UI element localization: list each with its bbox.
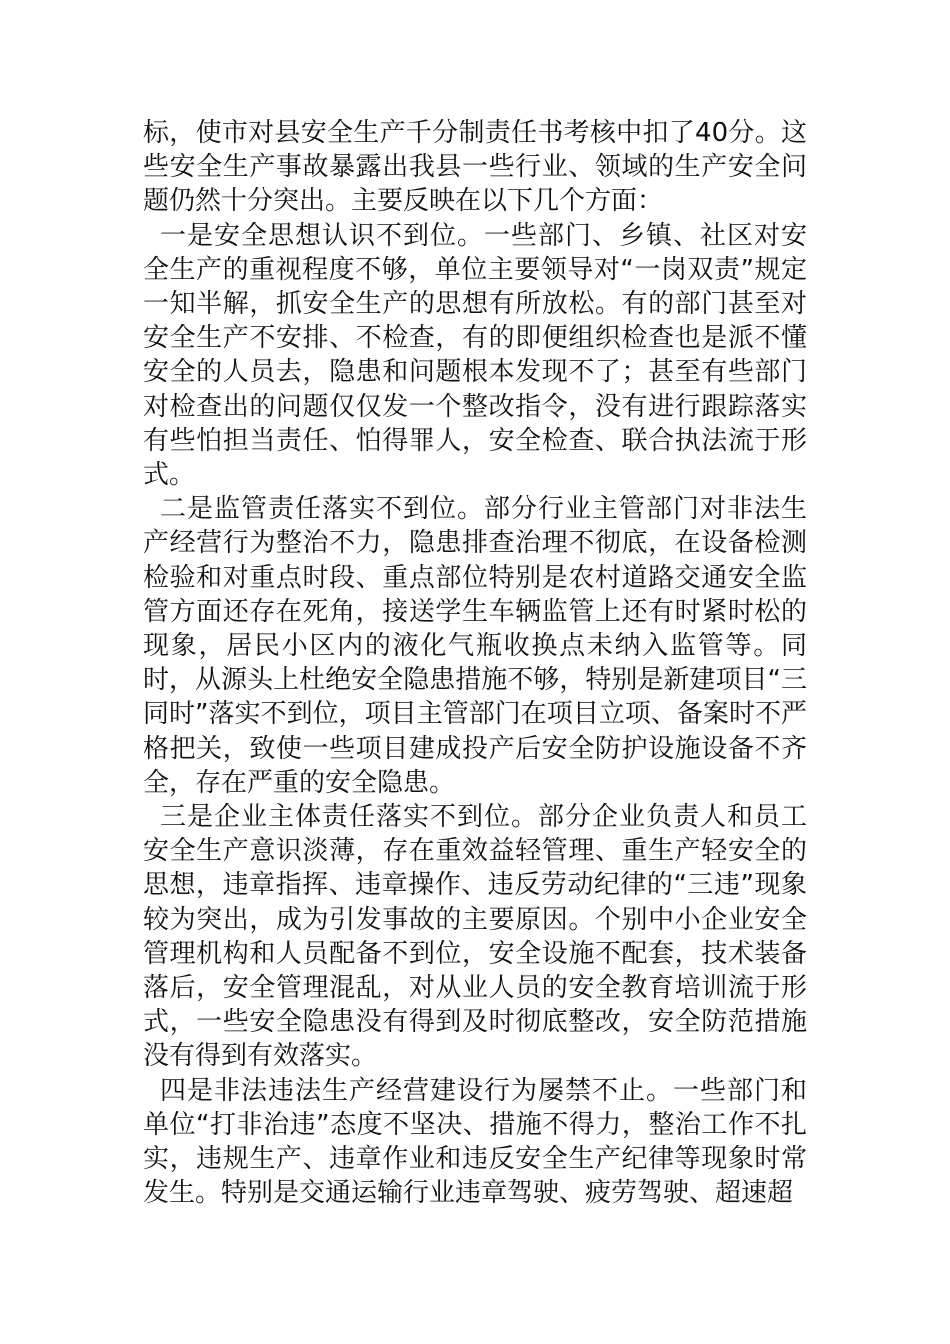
paragraph-point-three: 三是企业主体责任落实不到位。部分企业负责人和员工安全生产意识淡薄，存在重效益轻管理、重生产轻安全的思想，违章指挥、违章操作、违反劳动纪律的“三违”现象较为突出，成为引发事故的主要原因。个别中小企业安全管理机构和人员配备不到位，安全设施不配套，技术装备落后，安全管理混乱，对从业人员的安全教育培训流于形式，一些安全隐患没有得到及时彻底整改，安全防范措施没有得到有效落实。 (143, 802, 807, 1072)
body-text (143, 116, 807, 1211)
paragraph-point-two: 二是监管责任落实不到位。部分行业主管部门对非法生产经营行为整治不力，隐患排查治理不彻底，在设备检测检验和对重点时段、重点部位特别是农村道路交通安全监管方面还存在死角，接送学生车辆监管上还有时紧时松的现象，居民小区内的液化气瓶收换点未纳入监管等。同时，从源头上杜绝安全隐患措施不够，特别是新建项目“三同时”落实不到位，项目主管部门在项目立项、备案时不严格把关，致使一些项目建成投产后安全防护设施设备不齐全，存在严重的安全隐患。 (143, 494, 807, 798)
paragraph-continuation: 标，使市对县安全生产千分制责任书考核中扣了40分。这些安全生产事故暴露出我县一些行业、领域的生产安全问题仍然十分突出。主要反映在以下几个方面： (143, 118, 807, 217)
paragraph-point-four: 四是非法违法生产经营建设行为屡禁不止。一些部门和单位“打非治违”态度不坚决、措施不得力，整治工作不扎实，违规生产、违章作业和违反安全生产纪律等现象时常发生。特别是交通运输行业违章驾驶、疲劳驾驶、超速超 (143, 1075, 807, 1209)
paragraph-point-one: 一是安全思想认识不到位。一些部门、乡镇、社区对安全生产的重视程度不够，单位主要领导对“一岗双责”规定一知半解，抓安全生产的思想有所放松。有的部门甚至对安全生产不安排、不检查，有的即便组织检查也是派不懂安全的人员去，隐患和问题根本发现不了；甚至有些部门对检查出的问题仅仅发一个整改指令，没有进行跟踪落实有些怕担当责任、怕得罪人，安全检查、联合执法流于形式。 (143, 220, 807, 491)
